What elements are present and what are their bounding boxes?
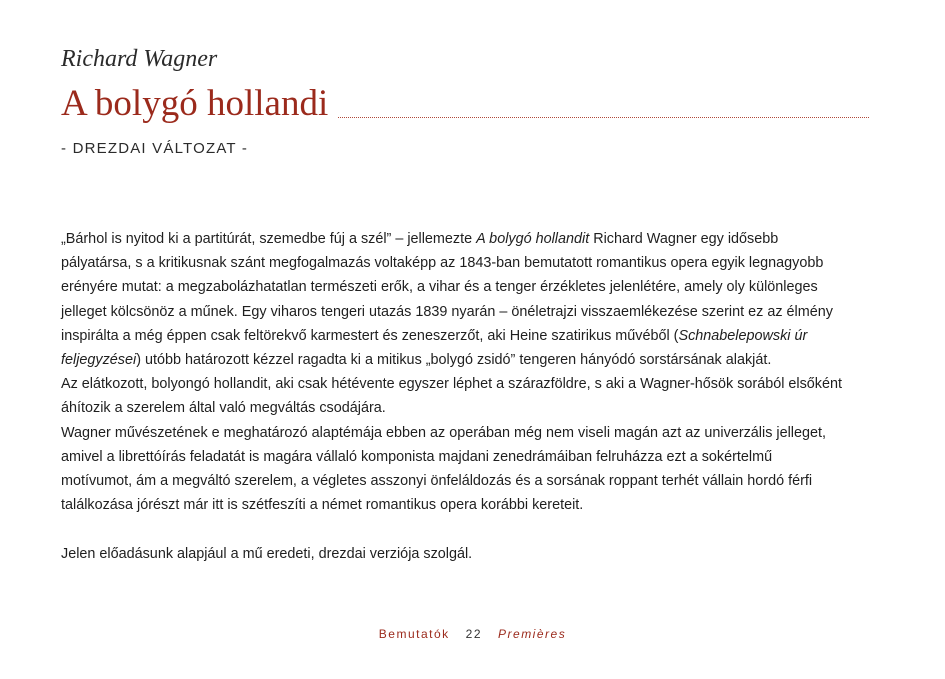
composer-name: Richard Wagner <box>61 46 218 72</box>
page-footer <box>0 627 945 641</box>
title-row <box>61 80 869 122</box>
text-line: amivel a librettóírás feladatát is magára vállaló komponista majdani zenedrámáiban felruházza ezt a sokértelmű <box>61 448 773 465</box>
text-line: Wagner művészetének e meghatározó alaptémája ebben az operában még nem viseli magán azt az univerzális jelleget, <box>61 424 827 441</box>
text-line: találkozása jórészt már itt is szétfeszíti a német romantikus opera korábbi kereteit. <box>61 497 584 514</box>
text-span: inspirálta a még éppen csak feltörekvő karmestert és zeneszerzőt, aki Heine szatirikus művéből ( <box>61 327 679 344</box>
page-title: A bolygó hollandi <box>61 83 329 124</box>
paragraph-gap <box>61 517 861 541</box>
text-line: jelleget kölcsönöz a műnek. Egy viharos tengeri utazás 1839 nyarán – önéletrajzi visszaemlékezése szerint ez az élmény <box>61 303 833 320</box>
text-line: Az elátkozott, bolyongó hollandit, aki csak hétévente egyszer léphet a szárazföldre, s aki a Wagner-hősök sorából elsőként <box>61 376 842 393</box>
page-number: 22 <box>465 627 483 641</box>
dotted-rule <box>338 116 869 118</box>
text-line: motívumot, ám a megváltó szerelem, a végletes asszonyi önfeláldozás és a sorsának roppant terhét vállain hordó férfi <box>61 473 813 490</box>
article-body <box>61 227 861 566</box>
text-line <box>61 227 861 251</box>
work-title-italic: A bolygó hollandit <box>476 231 590 247</box>
text-span: „Bárhol is nyitod ki a partitúrát, szemedbe fúj a szél” – jellemezte <box>61 231 477 247</box>
text-line: pályatársa, s a kritikusnak szánt megfogalmazás voltaképp az 1843-ban bemutatott romantikus opera egyik legnagyobb <box>61 255 824 272</box>
text-line: erényére mutat: a megzabolázhatatlan természeti erők, a vihar és a tenger érzékletes jelenlétére, amely oly különleges <box>61 279 818 296</box>
text-line: áhítozik a szerelem által való megváltás csodájára. <box>61 400 386 417</box>
work-title-italic: Schnabelepowski úr <box>678 327 808 344</box>
text-line <box>61 324 861 348</box>
footer-section-label-fr: Premières <box>498 627 567 641</box>
text-span: ) utóbb határozott kézzel ragadta ki a mitikus „bolygó zsidó” tengeren hányódó sorstársának alakját. <box>136 352 772 369</box>
text-line <box>61 348 861 372</box>
work-title-italic: feljegyzései <box>61 352 137 369</box>
page-subtitle: - DREZDAI VÁLTOZAT - <box>61 140 249 157</box>
text-span: Richard Wagner egy idősebb <box>589 231 779 247</box>
footer-section-label: Bemutatók <box>378 627 450 641</box>
text-line: Jelen előadásunk alapjául a mű eredeti, drezdai verziója szolgál. <box>61 545 473 562</box>
